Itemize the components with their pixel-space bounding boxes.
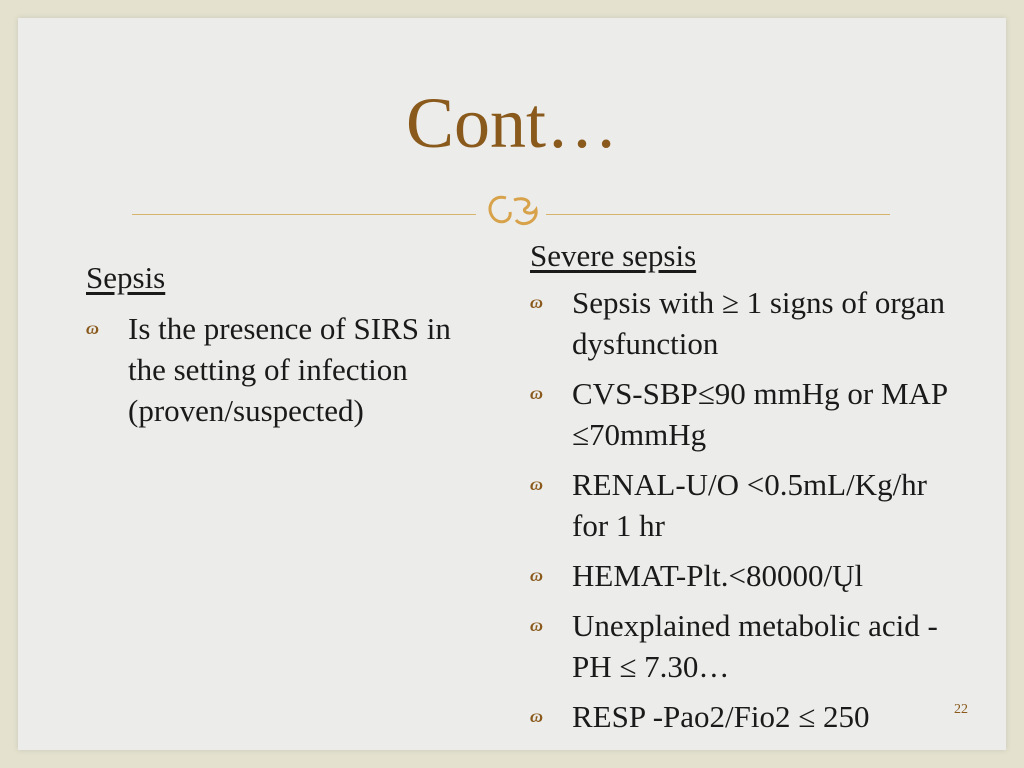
right-heading: Severe sepsis bbox=[530, 238, 697, 273]
flourish-icon bbox=[476, 188, 546, 232]
bullet-icon: ɷ bbox=[530, 474, 543, 494]
list-item bbox=[530, 555, 950, 596]
bullet-icon: ɷ bbox=[86, 318, 99, 338]
right-column bbox=[530, 236, 950, 746]
bullet-icon: ɷ bbox=[530, 383, 543, 403]
list-item-text: RESP -Pao2/Fio2 ≤ 250 bbox=[572, 699, 870, 734]
left-heading: Sepsis bbox=[86, 260, 166, 295]
bullet-icon: ɷ bbox=[530, 565, 543, 585]
list-item bbox=[530, 696, 950, 737]
divider-right bbox=[546, 214, 890, 215]
list-item bbox=[530, 605, 950, 687]
left-column bbox=[86, 258, 496, 440]
list-item bbox=[86, 308, 496, 431]
list-item bbox=[530, 373, 950, 455]
left-list bbox=[86, 308, 496, 431]
right-list bbox=[530, 282, 950, 737]
list-item-text: Unexplained metabolic acid -PH ≤ 7.30… bbox=[572, 608, 938, 684]
list-item bbox=[530, 282, 950, 364]
list-item-text: HEMAT-Plt.<80000/Ųl bbox=[572, 558, 864, 593]
bullet-icon: ɷ bbox=[530, 292, 543, 312]
list-item bbox=[530, 464, 950, 546]
list-item-text: RENAL-U/O <0.5mL/Kg/hr for 1 hr bbox=[572, 467, 928, 543]
list-item-text: Sepsis with ≥ 1 signs of organ dysfunction bbox=[572, 285, 945, 361]
slide-title: Cont… bbox=[405, 83, 619, 163]
page-number: 22 bbox=[954, 702, 968, 717]
bullet-icon: ɷ bbox=[530, 706, 543, 726]
divider-left bbox=[132, 214, 476, 215]
list-item-text: CVS-SBP≤90 mmHg or MAP ≤70mmHg bbox=[572, 376, 948, 452]
list-item-text: Is the presence of SIRS in the setting of infection (proven/suspected) bbox=[128, 311, 451, 428]
bullet-icon: ɷ bbox=[530, 615, 543, 635]
